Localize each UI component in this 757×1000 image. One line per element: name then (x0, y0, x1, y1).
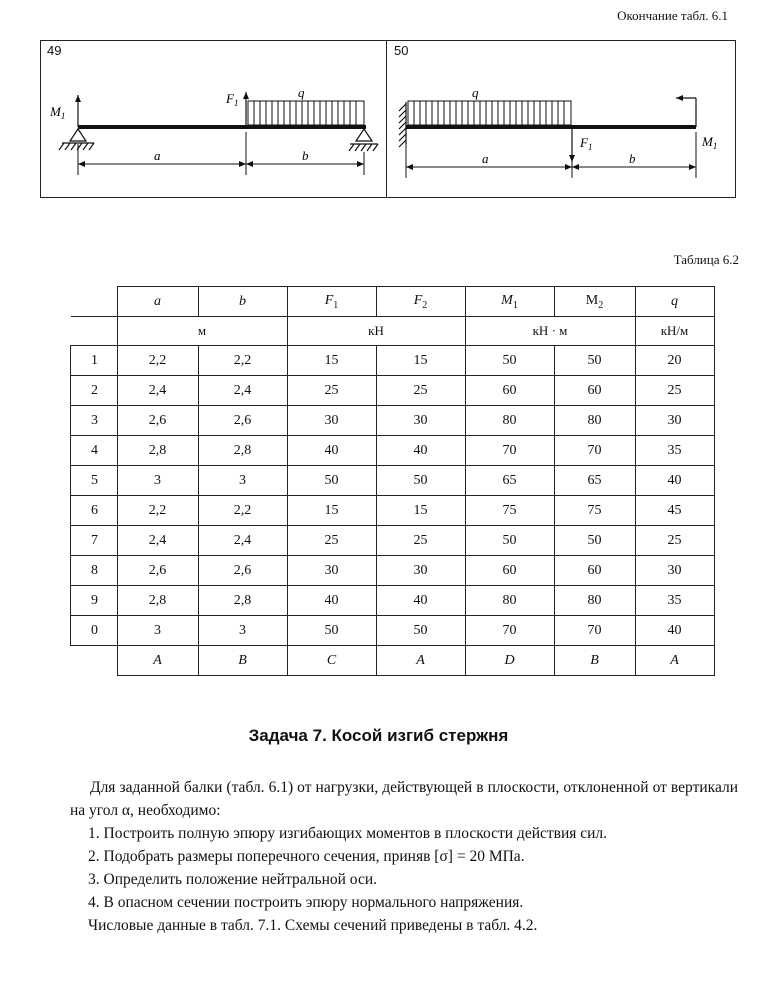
table-cell: 2,2 (198, 346, 287, 376)
table-cell: 30 (635, 556, 714, 586)
roller-support-right (349, 129, 378, 151)
unit-m: м (117, 317, 287, 346)
task-text (70, 776, 738, 937)
table-row (71, 466, 715, 496)
task-intro: Для заданной балки (табл. 6.1) от нагрузки, действующей в плоскости, отклоненной от вертикали на угол α, необходимо: (70, 779, 738, 819)
table-caption: Таблица 6.2 (673, 252, 739, 267)
dimension-b-49: b (302, 148, 309, 163)
header-q: q (635, 287, 714, 317)
footer-cell: А (635, 646, 714, 676)
footer-cell: В (554, 646, 635, 676)
row-number-cell: 9 (71, 586, 118, 616)
table-cell: 80 (465, 406, 554, 436)
table-cell: 80 (465, 586, 554, 616)
task-item-2: 2. Подобрать размеры поперечного сечения, приняв [σ] = 20 МПа. (88, 848, 525, 865)
header-b: b (198, 287, 287, 317)
table-cell: 30 (376, 406, 465, 436)
footer-cell: С (287, 646, 376, 676)
pin-support-left (59, 129, 94, 150)
footer-cell: А (117, 646, 198, 676)
row-number-cell: 5 (71, 466, 118, 496)
table-cell: 50 (376, 466, 465, 496)
table-cell: 75 (554, 496, 635, 526)
unit-knpm: кН/м (635, 317, 714, 346)
table-cell: 70 (554, 436, 635, 466)
table-cell: 2,4 (198, 526, 287, 556)
dimension-lines-49 (78, 132, 364, 175)
table-cell: 50 (554, 526, 635, 556)
task-item-1: 1. Построить полную эпюру изгибающих моментов в плоскости действия сил. (88, 825, 608, 842)
table-row (71, 376, 715, 406)
table-cell: 2,8 (117, 586, 198, 616)
label-q-50: q (472, 85, 479, 100)
table-cell: 2,6 (198, 406, 287, 436)
table-header-row (71, 287, 715, 317)
table-cell: 70 (465, 616, 554, 646)
continuation-caption: Окончание табл. 6.1 (617, 8, 728, 23)
table-cell: 25 (635, 376, 714, 406)
table-cell: 3 (117, 466, 198, 496)
table-cell: 25 (287, 376, 376, 406)
table-cell: 2,8 (198, 586, 287, 616)
beam-diagrams (40, 40, 736, 198)
table-cell: 40 (287, 436, 376, 466)
table-cell: 60 (554, 376, 635, 406)
table-cell: 65 (554, 466, 635, 496)
table-footer-row (71, 646, 715, 676)
footer-cell: А (376, 646, 465, 676)
table-row (71, 586, 715, 616)
table-cell: 25 (287, 526, 376, 556)
label-m1-49: $M_1$ (50, 104, 66, 121)
figure-number-49: 49 (47, 43, 62, 58)
table-units-row (71, 317, 715, 346)
table-cell: 2,6 (117, 406, 198, 436)
table-cell: 2,8 (198, 436, 287, 466)
label-q-49: q (298, 85, 305, 100)
table-row (71, 496, 715, 526)
table-cell: 40 (376, 586, 465, 616)
table-cell: 60 (465, 376, 554, 406)
table-row (71, 556, 715, 586)
table-cell: 40 (635, 466, 714, 496)
task-item-4: 4. В опасном сечении построить эпюру нормального напряжения. (88, 894, 524, 911)
table-cell: 50 (376, 616, 465, 646)
table-cell: 35 (635, 586, 714, 616)
label-f1-50: $F_1$ (580, 135, 593, 152)
corner-cell (71, 287, 118, 317)
table-row (71, 436, 715, 466)
table-cell: 30 (287, 406, 376, 436)
beam-diagram-49 (49, 85, 378, 175)
row-number-cell: 8 (71, 556, 118, 586)
table-cell: 30 (376, 556, 465, 586)
table-cell: 3 (117, 616, 198, 646)
table-cell: 2,4 (117, 526, 198, 556)
table-cell: 2,2 (117, 496, 198, 526)
table-row (71, 346, 715, 376)
header-m1: $M_1$ (465, 287, 554, 317)
dimension-lines-50 (406, 132, 696, 178)
table-cell: 3 (198, 466, 287, 496)
table-cell: 2,4 (198, 376, 287, 406)
table-cell: 50 (287, 616, 376, 646)
header-a: a (117, 287, 198, 317)
dimension-b-50: b (629, 151, 636, 166)
beam-diagram-50 (399, 85, 717, 178)
table-cell: 50 (554, 346, 635, 376)
row-number-cell: 3 (71, 406, 118, 436)
row-number-cell: 1 (71, 346, 118, 376)
row-number-cell: 6 (71, 496, 118, 526)
units-corner-cell (71, 317, 118, 346)
unit-kn: кН (287, 317, 465, 346)
task-item-3: 3. Определить положение нейтральной оси. (88, 871, 377, 888)
footer-cell: В (198, 646, 287, 676)
table-cell: 60 (554, 556, 635, 586)
label-m1-50: $M_1$ (702, 134, 718, 151)
task-closing: Числовые данные в табл. 7.1. Схемы сечений приведены в табл. 4.2. (88, 917, 538, 934)
table-cell: 15 (376, 346, 465, 376)
table-cell: 2,2 (117, 346, 198, 376)
table-cell: 80 (554, 586, 635, 616)
table-cell: 45 (635, 496, 714, 526)
table-cell: 2,6 (198, 556, 287, 586)
table-cell: 20 (635, 346, 714, 376)
dimension-a-49: a (154, 148, 161, 163)
table-cell: 70 (465, 436, 554, 466)
footer-cell: D (465, 646, 554, 676)
table-cell: 3 (198, 616, 287, 646)
table-cell: 25 (635, 526, 714, 556)
table-cell: 65 (465, 466, 554, 496)
table-cell: 35 (635, 436, 714, 466)
table-cell: 2,8 (117, 436, 198, 466)
task-heading: Задача 7. Косой изгиб стержня (248, 726, 509, 745)
table-row (71, 406, 715, 436)
label-f1-49: $F_1$ (226, 91, 239, 108)
distributed-load-q-49 (248, 101, 364, 125)
dimension-a-50: a (482, 151, 489, 166)
table-body (71, 346, 715, 646)
table-cell: 70 (554, 616, 635, 646)
table-cell: 80 (554, 406, 635, 436)
distributed-load-q-50 (408, 101, 571, 125)
table-row (71, 526, 715, 556)
table-cell: 75 (465, 496, 554, 526)
header-f2: $F_2$ (376, 287, 465, 317)
row-number-cell: 2 (71, 376, 118, 406)
table-cell: 2,6 (117, 556, 198, 586)
row-number-cell: 4 (71, 436, 118, 466)
table-cell: 40 (635, 616, 714, 646)
figure-number-50: 50 (394, 43, 409, 58)
table-cell: 25 (376, 526, 465, 556)
header-m2: $M_2$ (554, 287, 635, 317)
row-number-cell: 7 (71, 526, 118, 556)
table-cell: 15 (376, 496, 465, 526)
table-cell: 2,4 (117, 376, 198, 406)
table-cell: 50 (287, 466, 376, 496)
table-cell: 60 (465, 556, 554, 586)
table-cell: 15 (287, 346, 376, 376)
table-cell: 40 (376, 436, 465, 466)
table-cell: 15 (287, 496, 376, 526)
footer-corner-cell (71, 646, 118, 676)
table-cell: 25 (376, 376, 465, 406)
table-row (71, 616, 715, 646)
table-cell: 2,2 (198, 496, 287, 526)
fixed-support-wall (399, 102, 406, 147)
data-table (70, 286, 715, 676)
moment-m1-arrow-50 (676, 98, 696, 127)
header-f1: $F_1$ (287, 287, 376, 317)
table-cell: 50 (465, 346, 554, 376)
table-cell: 30 (635, 406, 714, 436)
table-cell: 50 (465, 526, 554, 556)
table-cell: 40 (287, 586, 376, 616)
table-cell: 30 (287, 556, 376, 586)
unit-knm: кН · м (465, 317, 635, 346)
row-number-cell: 0 (71, 616, 118, 646)
